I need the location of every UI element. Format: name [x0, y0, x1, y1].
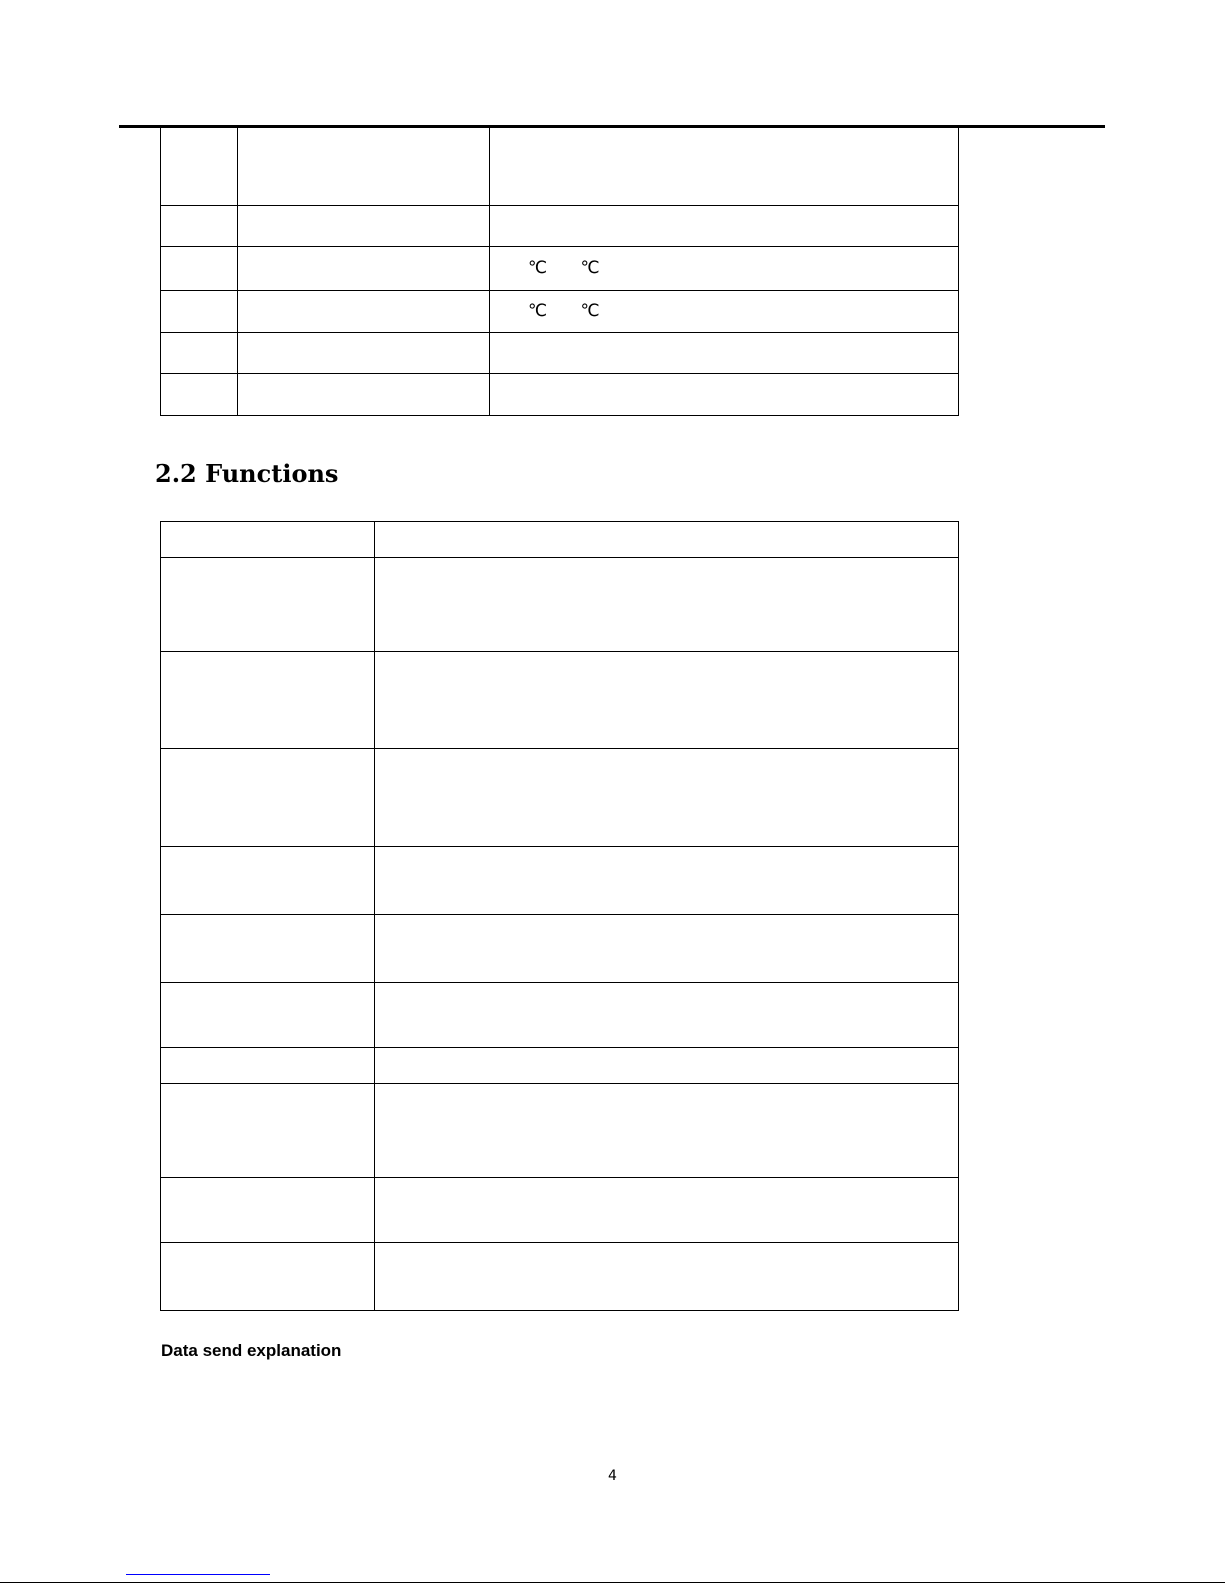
table-cell — [238, 127, 490, 205]
table-cell — [375, 1084, 959, 1178]
spec-table — [160, 127, 959, 416]
table-cell — [161, 246, 238, 290]
table-cell — [161, 915, 375, 983]
functions-table — [160, 521, 959, 1311]
table-cell — [161, 847, 375, 915]
table-row — [161, 915, 959, 983]
page-number: 4 — [608, 1468, 617, 1484]
footer-rule — [0, 1582, 1225, 1583]
table-cell — [238, 205, 490, 246]
table-cell — [238, 332, 490, 373]
table-cell — [161, 332, 238, 373]
table-row — [161, 1084, 959, 1178]
table-cell — [375, 522, 959, 558]
table-cell — [161, 290, 238, 332]
table-cell — [161, 558, 375, 652]
table-cell — [490, 332, 959, 373]
table-row — [161, 205, 959, 246]
temperature-unit-text: ℃ ℃ — [528, 258, 600, 278]
table-cell — [375, 1243, 959, 1311]
table-row — [161, 246, 959, 290]
table-row — [161, 847, 959, 915]
footer-link-underline[interactable] — [126, 1574, 270, 1575]
table-cell — [238, 246, 490, 290]
table-cell — [238, 290, 490, 332]
table-cell — [161, 652, 375, 749]
table-row — [161, 652, 959, 749]
table-row — [161, 1048, 959, 1084]
table-row — [161, 373, 959, 415]
table-cell — [490, 127, 959, 205]
table-cell — [161, 1048, 375, 1084]
temperature-range-cell — [490, 290, 959, 332]
table-cell — [161, 127, 238, 205]
table-cell — [161, 983, 375, 1048]
table-cell — [375, 915, 959, 983]
table-cell — [161, 1084, 375, 1178]
table-row — [161, 1178, 959, 1243]
table-row — [161, 127, 959, 205]
table-cell — [375, 749, 959, 847]
table-cell — [161, 1178, 375, 1243]
table-cell — [161, 373, 238, 415]
table-cell — [490, 373, 959, 415]
table-cell — [375, 847, 959, 915]
table-cell — [161, 1243, 375, 1311]
section-heading: 2.2 Functions — [155, 459, 339, 488]
table-cell — [490, 205, 959, 246]
table-cell — [375, 983, 959, 1048]
table-row — [161, 290, 959, 332]
table-row — [161, 1243, 959, 1311]
table-row — [161, 983, 959, 1048]
temperature-unit-text: ℃ ℃ — [528, 301, 600, 321]
data-send-explanation-label: Data send explanation — [161, 1341, 342, 1360]
temperature-range-cell — [490, 246, 959, 290]
table-row — [161, 749, 959, 847]
table-row — [161, 522, 959, 558]
table-cell — [375, 1178, 959, 1243]
table-cell — [161, 522, 375, 558]
table-row — [161, 332, 959, 373]
table-cell — [238, 373, 490, 415]
table-cell — [375, 1048, 959, 1084]
table-cell — [161, 749, 375, 847]
table-cell — [161, 205, 238, 246]
table-row — [161, 558, 959, 652]
table-cell — [375, 558, 959, 652]
table-cell — [375, 652, 959, 749]
